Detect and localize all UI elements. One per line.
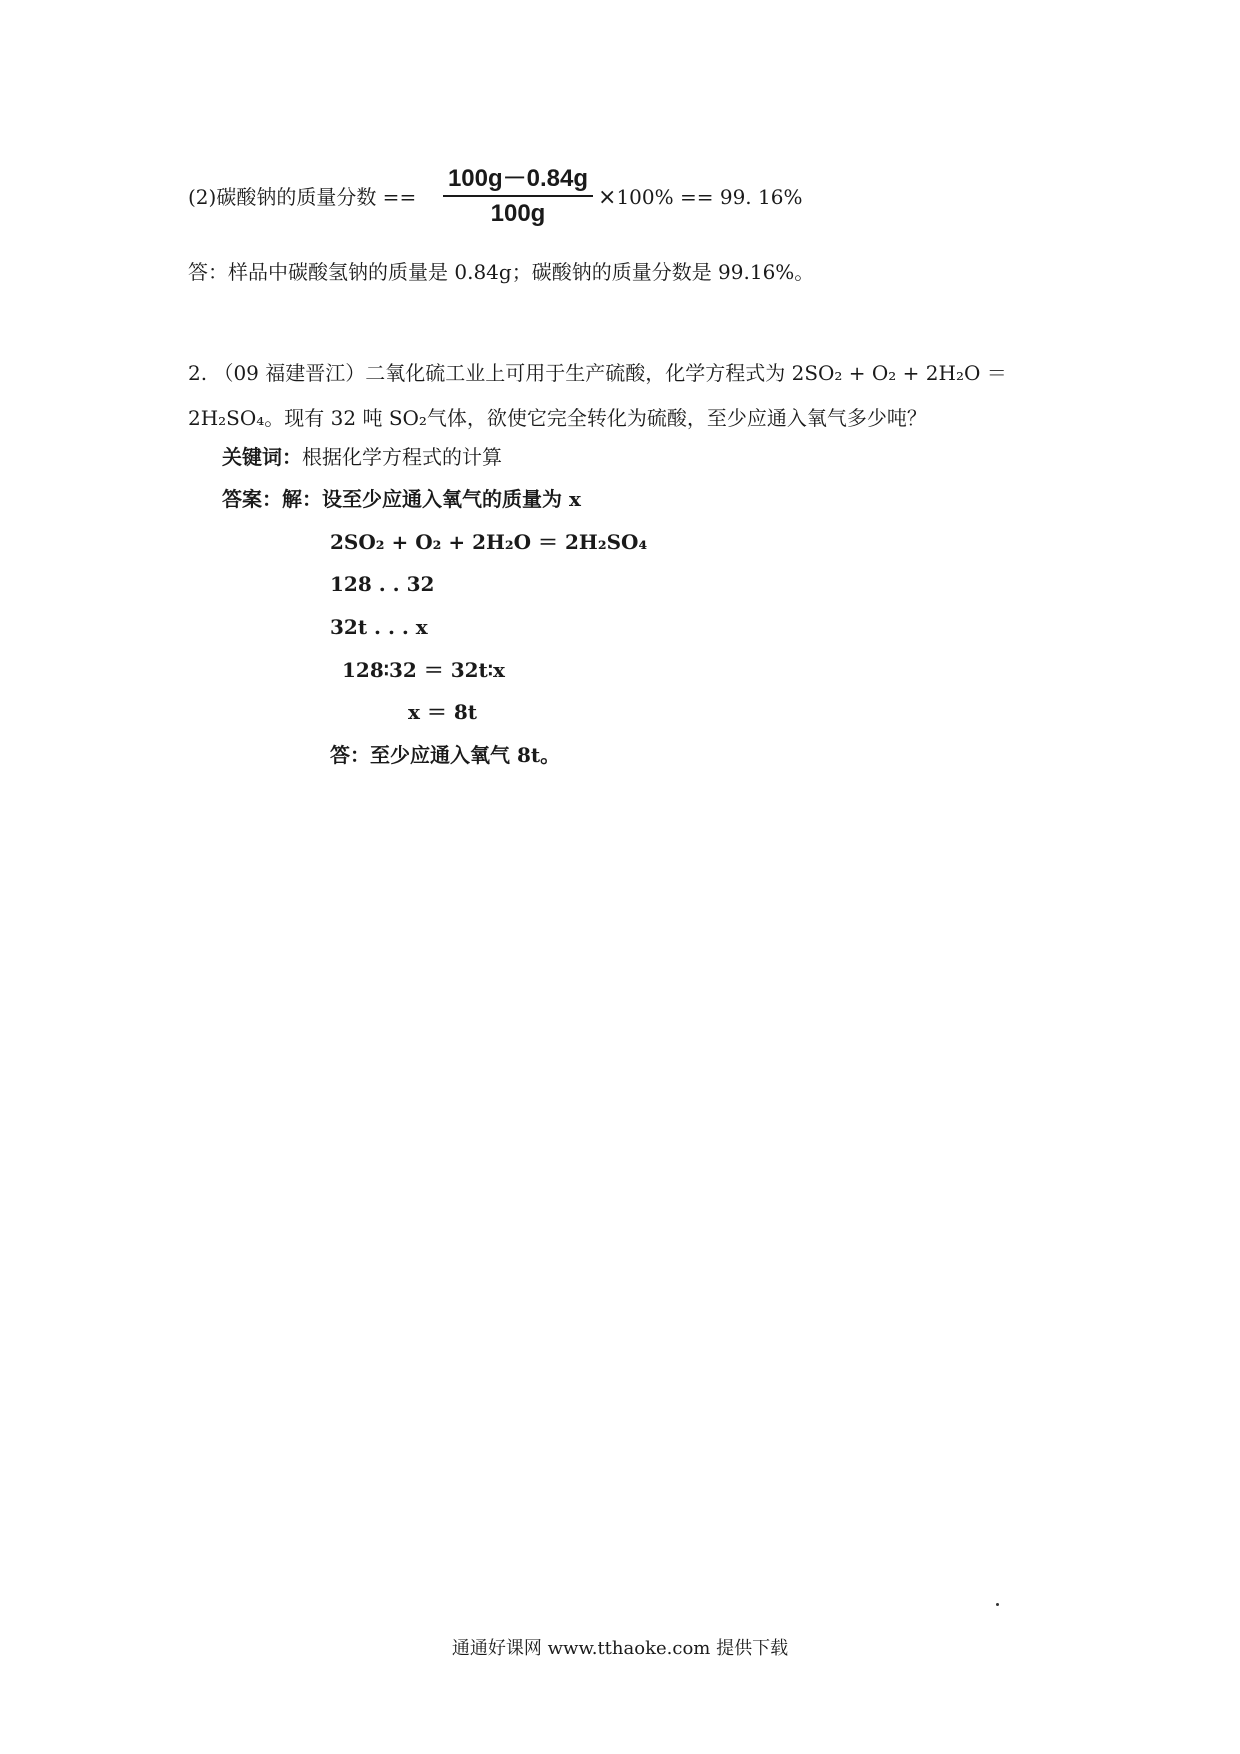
- question-2-line-2: 2H₂SO₄。现有 32 吨 SO₂气体，欲使它完全转化为硫酸，至少应通入氧气多少吨？: [188, 406, 927, 430]
- final-answer: 答：至少应通入氧气 8t。: [330, 743, 561, 767]
- chemical-equation: 2SO₂ + O₂ + 2H₂O ＝ 2H₂SO₄: [330, 530, 648, 554]
- ratio-equation: 128∶32 ＝ 32t∶x: [342, 658, 505, 682]
- part2-result: 100% == 99. 16%: [616, 185, 803, 209]
- molar-mass-row: 128 . . 32: [330, 572, 435, 596]
- keyword-text: 根据化学方程式的计算: [302, 445, 502, 469]
- keyword-label: 关键词：: [222, 445, 302, 469]
- part2-label: (2)碳酸钠的质量分数 ==: [188, 185, 417, 209]
- multiply-sign: ×: [598, 185, 617, 210]
- answer-1: 答：样品中碳酸氢钠的质量是 0.84g；碳酸钠的质量分数是 99.16%。: [188, 260, 815, 284]
- fraction: [443, 163, 593, 229]
- given-mass-row: 32t . . . x: [330, 615, 428, 639]
- question-2-line-1: 2. （09 福建晋江）二氧化硫工业上可用于生产硫酸，化学方程式为 2SO₂ + O₂ + 2H₂O ＝: [188, 361, 1007, 385]
- footer-dot: [996, 1603, 999, 1606]
- part2-tail: [598, 183, 802, 212]
- answer-intro: 答案：解：设至少应通入氧气的质量为 x: [222, 487, 581, 511]
- keyword-line: [222, 443, 502, 471]
- footer-text: 通通好课网 www.tthaoke.com 提供下载: [451, 1638, 789, 1659]
- result-equation: x ＝ 8t: [408, 700, 478, 724]
- fraction-numerator: 100g－0.84g: [443, 163, 593, 197]
- fraction-denominator: 100g: [490, 200, 546, 227]
